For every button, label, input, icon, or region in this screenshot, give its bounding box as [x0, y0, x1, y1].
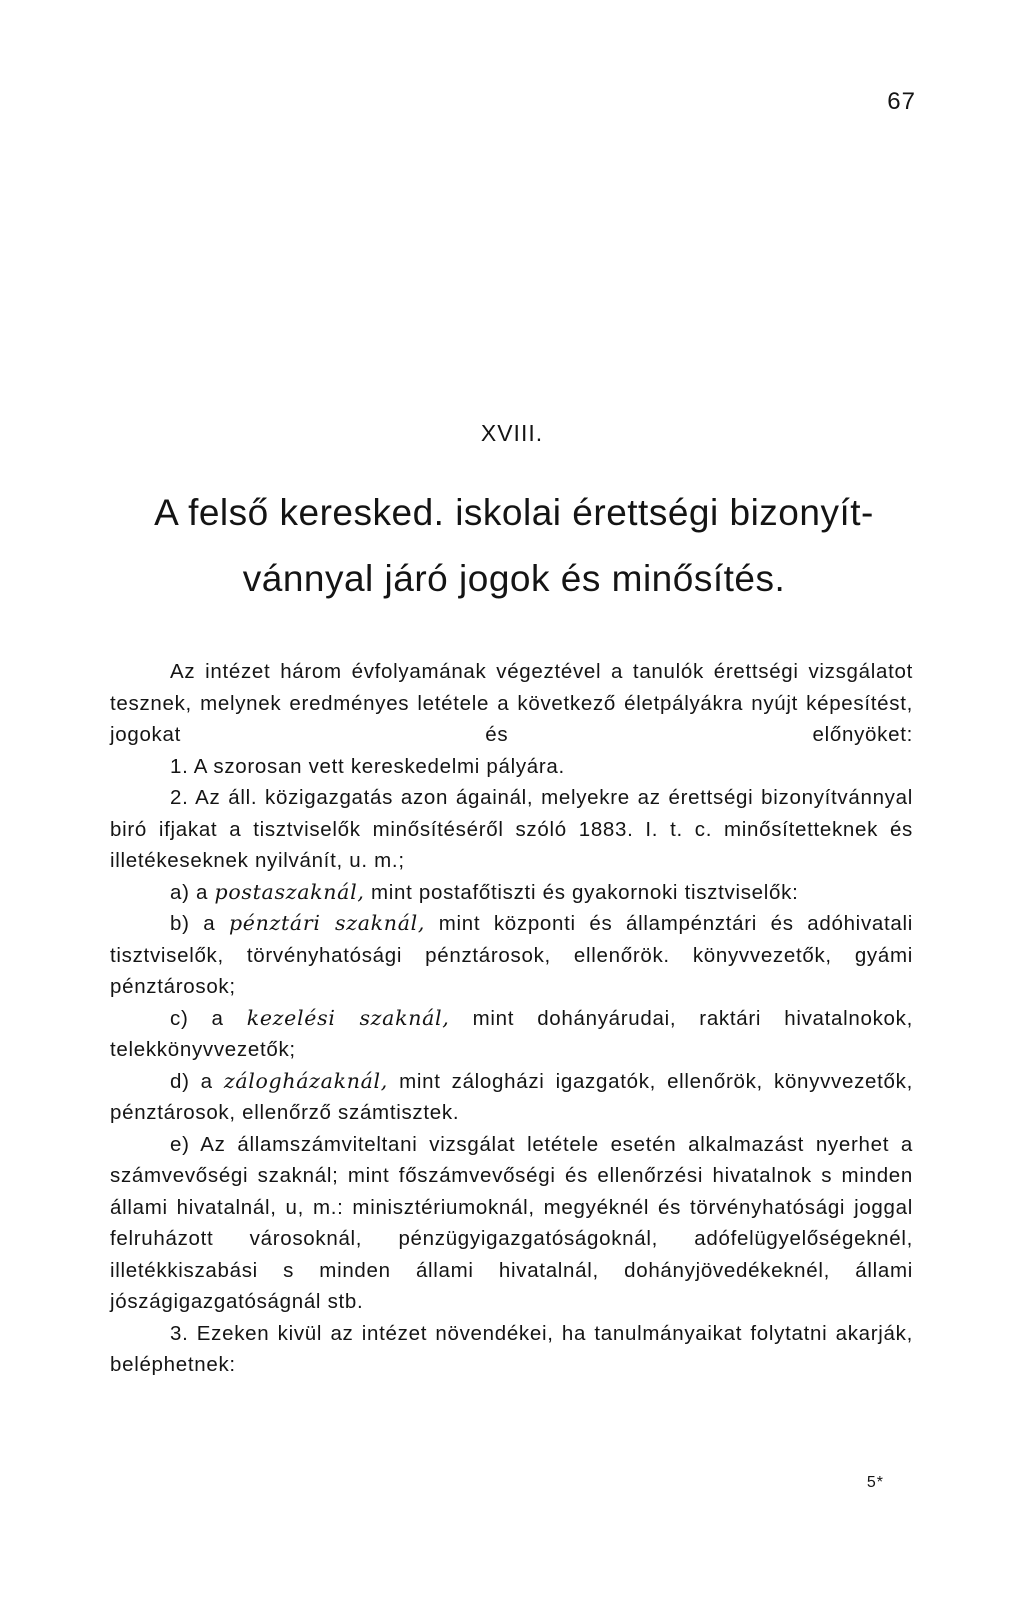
chapter-title-line-1: A felső keresked. iskolai érettségi bizonyít- [154, 492, 874, 533]
chapter-title [110, 480, 918, 612]
sub-item-b-text: mint központi és állampénztári és adóhivatali tisztviselők, törvényhatósági pénztárosok, ellenőrök. könyvvezetők, gyámi pénztárosok; [110, 912, 913, 998]
sub-item-d-text: mint zálogházi igazgatók, ellenőrök, könyvvezetők, pénztárosok, ellenőrző számtisztek. [110, 1069, 913, 1124]
list-item-3: 3. Ezeken kivül az intézet növendékei, ha tanulmányaikat folytatni akarják, beléphetnek: [110, 1321, 913, 1376]
sub-item-b-emphasis: pénztári szaknál, [228, 911, 426, 935]
list-item-2: 2. Az áll. közigazgatás azon ágainál, melyekre az érettségi bizonyítvánnyal biró ifjakat a tisztviselők minősítéséről szóló 1883. I. t. c. minősítetteknek és illetékeseknek nyilvánít, u. m.; [110, 786, 913, 872]
sub-item-d-prefix: d) a [170, 1069, 224, 1093]
chapter-title-line-2: vánnyal járó jogok és minősítés. [242, 558, 786, 599]
sub-item-b [110, 908, 913, 1003]
sub-item-a-prefix: a) a [170, 880, 215, 904]
sub-item-c-text: mint dohányárudai, raktári hivatalnokok, telekkönyvvezetők; [110, 1006, 913, 1061]
page-number: 67 [887, 88, 916, 115]
sub-item-d-emphasis: zálogházaknál, [223, 1068, 389, 1093]
signature-mark: 5* [866, 1474, 884, 1491]
sub-item-a-emphasis: postaszaknál, [214, 879, 365, 904]
sub-item-b-prefix: b) a [170, 912, 229, 935]
sub-item-c-emphasis: kezelési szaknál, [246, 1005, 450, 1030]
sub-item-a [110, 877, 913, 909]
sub-item-e: e) Az államszámviteltani vizsgálat letétele esetén alkalmazást nyerhet a számvevőségi szaknál; mint főszámvevőségi és ellenőrzési hivatalnok s minden állami hivatalnál, u, m.: minisztériumoknál, megyéknél és törvényhatósági joggal felruházott városoknál, pénzügyigazgatóságoknál, adófelügyelőségeknél, illetékkiszabási s minden állami hivatalnál, dohányjövedékeknél, állami jószágigazgatóságnál stb. [110, 1132, 913, 1313]
list-item-1: 1. A szorosan vett kereskedelmi pályára. [170, 754, 565, 778]
sub-item-d [110, 1066, 913, 1129]
intro-paragraph: Az intézet három évfolyamának végeztével a tanulók érettségi vizsgálatot tesznek, melynek eredményes letétele a következő életpályákra nyújt képesítést, jogokat és előnyöket: [110, 660, 913, 746]
body-text [110, 656, 913, 1381]
sub-item-a-text: mint postafőtiszti és gyakornoki tisztviselők: [364, 880, 799, 904]
sub-item-c-prefix: c) a [170, 1006, 247, 1030]
chapter-number: XVIII. [480, 420, 544, 446]
sub-item-c [110, 1003, 913, 1066]
